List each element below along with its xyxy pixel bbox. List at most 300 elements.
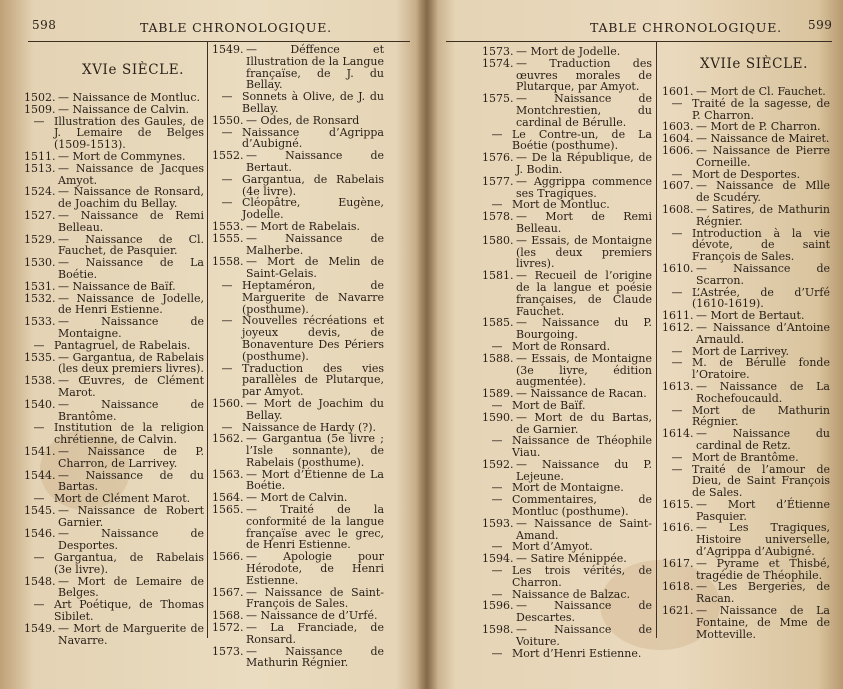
entry-text: — Naissance de Scarron. <box>696 261 830 287</box>
entry-text: — Naissance de Bertaut. <box>246 149 384 174</box>
entry-text: — Mort de Bertaut. <box>696 309 805 323</box>
entry-year: — <box>491 339 503 353</box>
entry-year: 1614. <box>662 427 694 441</box>
entry-year: 1575. <box>482 92 514 106</box>
entry-year: 1601. <box>662 85 694 98</box>
entry-text: Mort d’Henri Estienne. <box>512 646 642 660</box>
chronology-entry <box>24 293 204 317</box>
chronology-entry <box>482 270 652 317</box>
entry-year: 1511. <box>24 149 56 163</box>
entry-text: Sonnets à Olive, de J. du Bellay. <box>242 90 384 115</box>
chronology-entry <box>212 504 384 551</box>
entry-text: — Naissance de P. Charron, de Larrivey. <box>58 444 204 470</box>
entry-year: 1573. <box>482 45 514 58</box>
entry-year: — <box>491 540 503 554</box>
entry-year: — <box>491 198 503 212</box>
entry-year: — <box>491 493 503 507</box>
entry-year: 1560. <box>212 396 244 410</box>
entry-text: — Les Bergeries, de Racan. <box>696 580 830 606</box>
entry-text: — Naissance de Saint-François de Sales. <box>246 585 384 611</box>
entry-year: — <box>33 551 45 565</box>
entry-year: 1613. <box>662 379 694 393</box>
entry-text: — Déffence et Illustration de la Langue françaïse, de J. du Bellay. <box>246 43 384 92</box>
entry-text: — Naissance de Jodelle, de Henri Estienne. <box>58 291 204 317</box>
entry-year: 1603. <box>662 120 694 134</box>
chronology-entry <box>212 91 384 115</box>
entry-year: — <box>491 587 503 601</box>
chronology-entry <box>212 433 384 468</box>
entry-year: — <box>491 564 503 578</box>
entry-text: — Naissance de Descartes. <box>516 599 652 625</box>
entry-text: Mort de Desportes. <box>692 167 801 181</box>
entry-year: 1581. <box>482 269 514 283</box>
entry-year: 1541. <box>24 444 56 458</box>
entry-year: 1573. <box>212 644 244 658</box>
chronology-entry <box>662 452 830 464</box>
entry-year: 1618. <box>662 580 694 594</box>
chronology-entry <box>212 315 384 362</box>
chronology-entry <box>24 281 204 293</box>
chronology-entry <box>482 58 652 93</box>
entry-text: — Gargantua (5e livre ; l’Isle sonnante), de Rabelais (posthume). <box>246 432 384 469</box>
entry-text: — Naissance de Mathurin Régnier. <box>246 644 384 670</box>
entry-text: Mort de Brantôme. <box>692 450 799 464</box>
entry-year: 1524. <box>24 185 56 199</box>
running-title-right: TABLE CHRONOLOGIQUE. <box>590 20 782 35</box>
chronology-entry <box>482 317 652 341</box>
entry-year: — <box>491 434 503 448</box>
chronology-entry <box>212 398 384 422</box>
entry-year: 1513. <box>24 161 56 175</box>
chronology-entry <box>24 552 204 576</box>
header-rule-left <box>28 41 410 42</box>
chronology-entry <box>482 459 652 483</box>
chronology-entry <box>662 381 830 405</box>
entry-year: 1606. <box>662 143 694 157</box>
entry-text: — Essais, de Montaigne (les deux premiers livres). <box>516 233 652 271</box>
chronology-entry <box>24 399 204 423</box>
entry-text: — Mort de Commynes. <box>58 149 186 163</box>
chronology-entry <box>212 44 384 91</box>
entry-text: — Aggrippa commence ses Tragiques. <box>516 174 652 200</box>
entry-text: — Naissance de Jacques Amyot. <box>58 161 204 187</box>
entry-text: — Naissance de du Bartas. <box>58 468 204 494</box>
chronology-entry <box>24 340 204 352</box>
entry-text: Mort de Mathurin Régnier. <box>692 403 830 429</box>
running-title-left: TABLE CHRONOLOGIQUE. <box>140 20 332 35</box>
chronology-entry <box>24 104 204 116</box>
entry-year: 1621. <box>662 604 694 618</box>
entry-text: — Naissance de Voiture. <box>516 623 652 648</box>
entry-year: — <box>491 481 503 495</box>
entry-text: Mort de Montaigne. <box>512 481 624 495</box>
chronology-entry <box>24 528 204 552</box>
chronology-entry <box>24 576 204 600</box>
entry-year: 1607. <box>662 179 694 193</box>
entry-text: — Naissance du P. Bourgoing. <box>516 316 652 342</box>
entry-text: — Naissance de La Boétie. <box>58 256 204 281</box>
entry-text: — Traduction des œuvres morales de Plutarque, par Amyot. <box>516 56 652 94</box>
entry-text: — Naissance de Mlle de Scudéry. <box>696 179 830 205</box>
entry-year: — <box>221 172 233 186</box>
chronology-entry <box>662 464 830 499</box>
entry-text: L’Astrée, de d’Urfé (1610-1619). <box>692 285 830 311</box>
chronology-entry <box>662 322 830 346</box>
entry-year: 1549. <box>212 43 244 56</box>
entry-text: Art Poétique, de Thomas Sibilet. <box>54 598 204 624</box>
entry-year: — <box>221 361 233 375</box>
entry-text: — Naissance de Montaigne. <box>58 315 204 340</box>
chronology-entry <box>662 204 830 228</box>
entry-text: — Mort d’Étienne Pasquier. <box>696 497 830 523</box>
entry-text: — Recueil de l’origine de la langue et poésie françaises, de Claude Fauchet. <box>516 269 652 318</box>
entry-year: 1546. <box>24 527 56 541</box>
entry-year: 1562. <box>212 432 244 446</box>
chronology-entry <box>662 145 830 169</box>
chronology-entry <box>662 357 830 381</box>
entry-text: Heptaméron, de Marguerite de Navarre (posthume). <box>242 278 384 316</box>
entry-text: — Mort de Joachim du Bellay. <box>246 396 384 422</box>
entry-year: — <box>671 403 683 417</box>
right-page-column-1 <box>482 46 652 659</box>
chronology-entry <box>662 522 830 557</box>
entry-text: — Naissance de Ronsard, de Joachim du Bellay. <box>58 185 204 211</box>
entry-year: — <box>33 598 45 612</box>
entry-year: — <box>491 398 503 412</box>
chronology-entry <box>24 375 204 399</box>
chronology-entry <box>212 646 384 670</box>
entry-text: — Naissance de d’Urfé. <box>246 609 378 623</box>
entry-year: — <box>671 450 683 464</box>
entry-text: — Pyrame et Thisbé, tragédie de Théophile. <box>696 556 830 582</box>
entry-year: 1545. <box>24 503 56 517</box>
chronology-entry <box>24 151 204 163</box>
entry-text: — Satires, de Mathurin Régnier. <box>696 202 830 228</box>
entry-text: Naissance de Hardy (?). <box>242 420 376 434</box>
chronology-entry <box>662 98 830 122</box>
chronology-entry <box>24 316 204 340</box>
chronology-entry <box>482 93 652 128</box>
entry-year: — <box>671 344 683 358</box>
entry-text: Mort de Baïf. <box>512 398 586 412</box>
chronology-entry <box>212 197 384 221</box>
chronology-entry <box>482 435 652 459</box>
chronology-entry <box>482 648 652 660</box>
left-page-column-1 <box>24 92 204 646</box>
chronology-entry <box>482 129 652 153</box>
chronology-entry <box>482 176 652 200</box>
entry-text: — Œuvres, de Clément Marot. <box>58 374 204 399</box>
entry-year: 1564. <box>212 491 244 505</box>
chronology-entry <box>212 174 384 198</box>
entry-text: Introduction à la vie dévote, de saint François de Sales. <box>692 226 830 264</box>
chronology-entry <box>212 280 384 315</box>
entry-text: — Naissance de Racan. <box>516 387 647 401</box>
chronology-entry <box>482 211 652 235</box>
chronology-entry <box>662 287 830 311</box>
entry-text: Commentaires, de Montluc (posthume). <box>512 493 652 519</box>
entry-year: 1549. <box>24 621 56 635</box>
entry-text: — Naissance du cardinal de Retz. <box>696 427 830 452</box>
entry-text: Mort de Larrivey. <box>692 344 789 358</box>
entry-text: Mort d’Amyot. <box>512 540 593 554</box>
entry-year: 1592. <box>482 457 514 471</box>
entry-year: 1572. <box>212 621 244 635</box>
entry-text: Traduction des vies parallèles de Plutarque, par Amyot. <box>242 361 384 399</box>
chronology-entry <box>212 233 384 257</box>
chronology-entry <box>212 622 384 646</box>
entry-text: — Mort de Marguerite de Navarre. <box>58 621 204 647</box>
entry-year: 1550. <box>212 113 244 127</box>
entry-text: — Mort de Lemaire de Belges. <box>58 574 204 600</box>
entry-text: Mort de Montluc. <box>512 198 610 212</box>
chronology-entry <box>24 470 204 494</box>
entry-text: Mort de Ronsard. <box>512 339 611 353</box>
entry-year: 1566. <box>212 550 244 564</box>
entry-year: 1532. <box>24 291 56 305</box>
chronology-entry <box>482 624 652 648</box>
entry-year: 1610. <box>662 261 694 275</box>
entry-year: — <box>671 285 683 299</box>
entry-year: — <box>221 90 233 104</box>
entry-text: — Mort de Remi Belleau. <box>516 210 652 235</box>
entry-text: — Naissance de Robert Garnier. <box>58 503 204 529</box>
entry-year: 1540. <box>24 397 56 411</box>
entry-year: 1598. <box>482 623 514 637</box>
entry-year: 1593. <box>482 516 514 530</box>
chronology-entry <box>24 422 204 446</box>
chronology-entry <box>662 228 830 263</box>
book-gutter <box>416 0 438 689</box>
entry-year: 1615. <box>662 497 694 511</box>
entry-text: — Mort de Cl. Fauchet. <box>696 85 826 98</box>
entry-year: 1617. <box>662 556 694 570</box>
entry-year: — <box>491 646 503 660</box>
entry-text: — Naissance de La Fontaine, de Mme de Motteville. <box>696 604 830 641</box>
entry-year: 1578. <box>482 210 514 224</box>
entry-text: — Mort de Calvin. <box>246 491 348 505</box>
entry-year: 1576. <box>482 151 514 165</box>
entry-text: — La Franciade, de Ronsard. <box>246 621 384 646</box>
chronology-entry <box>662 180 830 204</box>
entry-text: — Naissance de Baïf. <box>58 279 176 293</box>
entry-text: — Naissance de Malherbe. <box>246 231 384 257</box>
entry-text: — Mort de du Bartas, de Garnier. <box>516 410 652 436</box>
chronology-entry <box>24 623 204 647</box>
entry-year: 1611. <box>662 309 694 323</box>
chronology-entry <box>212 551 384 586</box>
entry-year: 1509. <box>24 102 56 116</box>
entry-year: 1502. <box>24 91 56 104</box>
entry-year: — <box>33 338 45 352</box>
chronology-entry <box>212 221 384 233</box>
right-page-column-2 <box>662 86 830 640</box>
chronology-entry <box>24 163 204 187</box>
chronology-entry <box>662 499 830 523</box>
entry-year: — <box>671 96 683 110</box>
entry-year: 1548. <box>24 574 56 588</box>
entry-year: 1577. <box>482 174 514 188</box>
chronology-entry <box>662 581 830 605</box>
entry-year: 1588. <box>482 351 514 365</box>
entry-text: Gargantua, de Rabelais (4e livre). <box>242 172 384 198</box>
entry-year: — <box>221 196 233 210</box>
entry-year: 1555. <box>212 231 244 245</box>
entry-text: Nouvelles récréations et joyeux devis, de Bonaventure Des Périers (posthume). <box>242 314 384 363</box>
entry-text: — Gargantua, de Rabelais (les deux premiers livres). <box>58 350 204 376</box>
chronology-entry <box>24 352 204 376</box>
chronology-entry <box>24 210 204 234</box>
entry-text: Le Contre-un, de La Boétie (posthume). <box>512 127 652 153</box>
entry-year: 1604. <box>662 132 694 146</box>
entry-text: — Odes, de Ronsard <box>246 113 360 127</box>
entry-year: 1574. <box>482 56 514 70</box>
chronology-entry <box>24 505 204 529</box>
chronology-entry <box>482 518 652 542</box>
entry-text: — Naissance de Calvin. <box>58 102 190 116</box>
entry-text: M. de Bérulle fonde l’Oratoire. <box>692 356 830 382</box>
entry-year: — <box>221 278 233 292</box>
entry-year: 1531. <box>24 279 56 293</box>
entry-year: — <box>671 462 683 476</box>
chronology-entry <box>212 150 384 174</box>
entry-text: — Naissance de Remi Belleau. <box>58 208 204 234</box>
chronology-entry <box>212 127 384 151</box>
entry-text: — De la République, de J. Bodin. <box>516 151 652 176</box>
entry-year: — <box>221 420 233 434</box>
entry-text: — Naissance de La Rochefoucauld. <box>696 379 830 405</box>
entry-year: 1585. <box>482 316 514 330</box>
entry-text: — Mort de P. Charron. <box>696 120 821 134</box>
century-title-right: XVIIe SIÈCLE. <box>700 56 808 72</box>
left-page-column-2 <box>212 44 384 669</box>
entry-text: — Satire Ménippée. <box>516 552 627 566</box>
entry-text: Cléopâtre, Eugène, Jodelle. <box>242 196 384 222</box>
entry-text: Traité de l’amour de Dieu, de Saint François de Sales. <box>692 462 830 500</box>
chronology-entry <box>212 587 384 611</box>
chronology-entry <box>482 400 652 412</box>
chronology-entry <box>482 235 652 270</box>
entry-year: 1544. <box>24 468 56 482</box>
entry-year: — <box>33 492 45 506</box>
entry-year: 1558. <box>212 255 244 269</box>
entry-year: 1612. <box>662 320 694 334</box>
page-number-right: 599 <box>808 18 833 32</box>
entry-text: Gargantua, de Rabelais (3e livre). <box>54 551 204 576</box>
entry-text: Pantagruel, de Rabelais. <box>54 338 191 352</box>
entry-year: 1552. <box>212 149 244 163</box>
entry-year: 1535. <box>24 350 56 364</box>
entry-text: — Mort de Jodelle. <box>516 45 621 58</box>
chronology-entry <box>24 234 204 258</box>
entry-text: Naissance de Théophile Viau. <box>512 434 652 460</box>
header-rule-right <box>446 41 832 42</box>
chronology-entry <box>482 341 652 353</box>
chronology-entry <box>24 599 204 623</box>
chronology-entry <box>24 257 204 281</box>
chronology-entry <box>482 565 652 589</box>
entry-text: — Naissance de Pierre Corneille. <box>696 143 830 169</box>
chronology-entry <box>662 263 830 287</box>
chronology-entry <box>212 115 384 127</box>
century-title-left: XVIe SIÈCLE. <box>82 62 185 78</box>
entry-year: — <box>671 167 683 181</box>
chronology-entry <box>662 558 830 582</box>
entry-year: 1616. <box>662 521 694 535</box>
entry-year: 1567. <box>212 585 244 599</box>
entry-text: — Naissance de Montluc. <box>58 91 200 104</box>
chronology-entry <box>662 605 830 640</box>
entry-text: Les trois vérités, de Charron. <box>512 564 652 589</box>
entry-text: — Traité de la conformité de la langue françaïse avec le grec, de Henri Estienne. <box>246 503 384 552</box>
entry-year: 1608. <box>662 202 694 216</box>
column-divider-right <box>656 42 657 638</box>
chronology-entry <box>482 353 652 388</box>
entry-year: 1529. <box>24 232 56 246</box>
entry-year: 1568. <box>212 609 244 623</box>
entry-text: — Essais, de Montaigne (3e livre, édition augmentée). <box>516 351 652 389</box>
entry-text: — Naissance d’Antoine Arnauld. <box>696 320 830 346</box>
entry-text: Mort de Clément Marot. <box>54 492 191 506</box>
chronology-entry <box>662 428 830 452</box>
entry-year: 1538. <box>24 374 56 388</box>
entry-text: — Naissance de Cl. Fauchet, de Pasquier. <box>58 232 204 258</box>
entry-year: — <box>671 226 683 240</box>
chronology-entry <box>482 494 652 518</box>
entry-year: — <box>491 127 503 141</box>
page-number-left: 598 <box>32 18 57 32</box>
entry-year: 1530. <box>24 256 56 270</box>
chronology-entry <box>24 446 204 470</box>
entry-text: — Naissance du P. Lejeune. <box>516 457 652 483</box>
column-divider-left <box>207 42 208 638</box>
entry-year: 1533. <box>24 315 56 329</box>
chronology-entry <box>662 405 830 429</box>
entry-text: Illustration des Gaules, de J. Lemaire de Belges (1509-1513). <box>54 114 204 152</box>
entry-text: Traité de la sagesse, de P. Charron. <box>692 96 830 122</box>
entry-year: 1589. <box>482 387 514 401</box>
entry-year: — <box>671 356 683 370</box>
entry-year: 1590. <box>482 410 514 424</box>
entry-text: — Mort de Rabelais. <box>246 219 360 233</box>
entry-year: — <box>221 314 233 328</box>
chronology-entry <box>482 152 652 176</box>
entry-year: — <box>221 125 233 139</box>
entry-text: — Les Tragiques, Histoire universelle, d’Agrippa d’Aubigné. <box>696 521 830 559</box>
chronology-entry <box>212 256 384 280</box>
entry-year: — <box>33 421 45 435</box>
entry-text: — Apologie pour Hérodote, de Henri Estienne. <box>246 550 384 587</box>
chronology-entry <box>24 186 204 210</box>
entry-year: 1596. <box>482 599 514 613</box>
entry-text: — Naissance de Brantôme. <box>58 397 204 423</box>
entry-year: 1594. <box>482 552 514 566</box>
chronology-entry <box>482 600 652 624</box>
entry-year: 1527. <box>24 208 56 222</box>
entry-text: — Naissance de Mairet. <box>696 132 830 146</box>
chronology-entry <box>212 363 384 398</box>
chronology-entry <box>212 469 384 493</box>
entry-year: 1563. <box>212 467 244 481</box>
entry-text: — Mort de Melin de Saint-Gelais. <box>246 255 384 281</box>
chronology-entry <box>482 412 652 436</box>
entry-text: Institution de la religion chrétienne, de Calvin. <box>54 421 204 447</box>
entry-year: — <box>33 114 45 128</box>
entry-text: Naissance de Balzac. <box>512 587 631 601</box>
chronology-entry <box>24 116 204 151</box>
entry-year: 1565. <box>212 503 244 517</box>
entry-text: — Naissance de Desportes. <box>58 527 204 553</box>
